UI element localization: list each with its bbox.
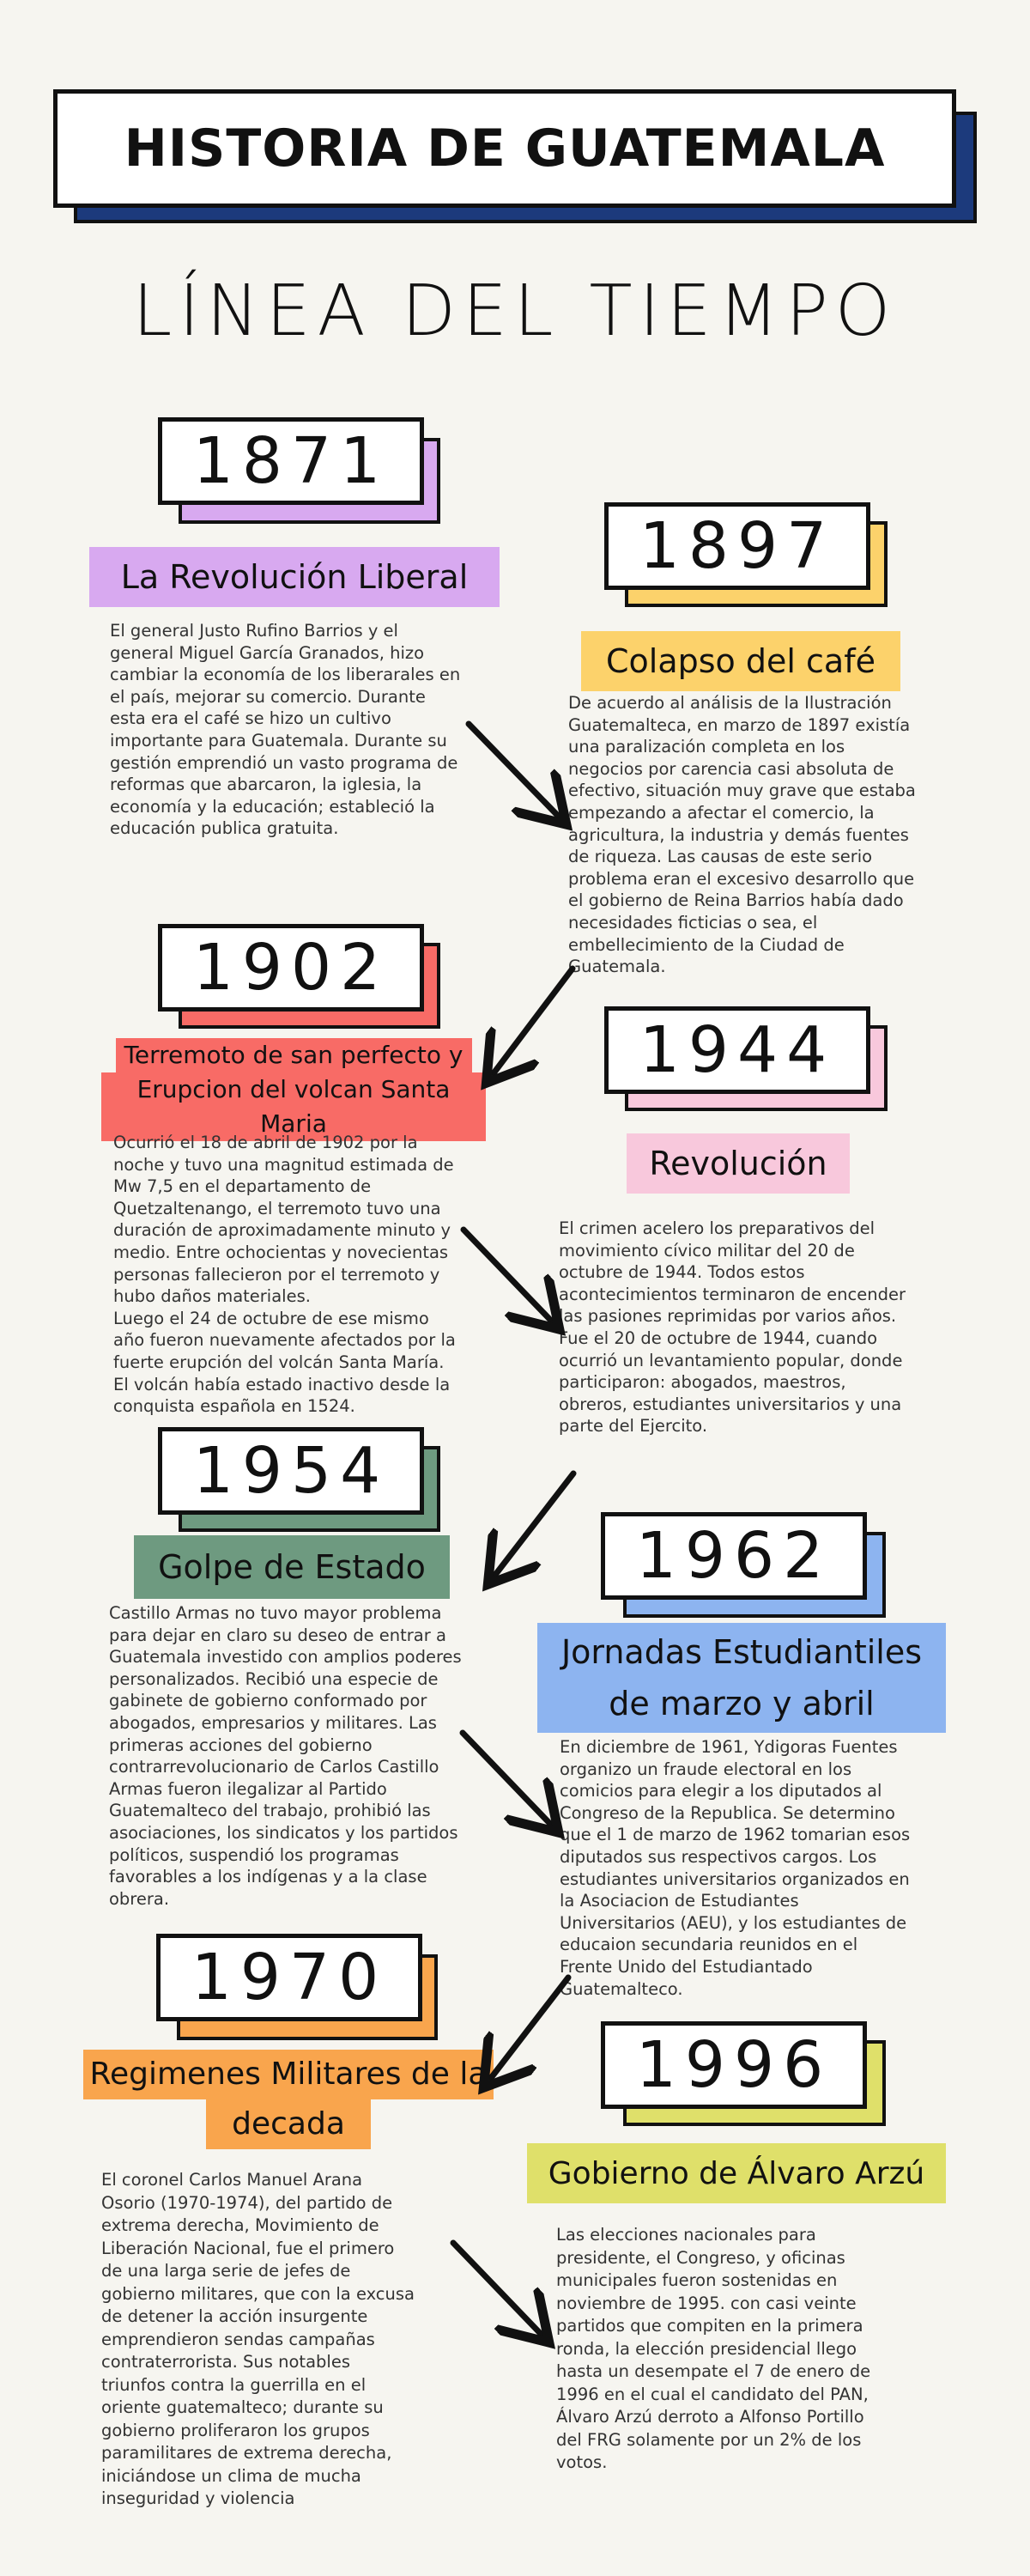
event-text-1871: El general Justo Rufino Barrios y el general Miguel García Granados, hizo cambiar la economía de los liberarales en el país, mejorar su comercio. Durante esta era el café se hizo un cultivo importante para Guatemala. Durante su gestión emprendió un vasto programa de reformas que abarcaron, la iglesia, la economía y la educación; estableció la educación publica gratuita. (110, 621, 461, 839)
year-1996: 1996 (601, 2021, 867, 2109)
event-title-1962-line2: de marzo y abril (609, 1685, 875, 1722)
event-title-1954: Golpe de Estado (134, 1535, 450, 1599)
event-text-1996: Las elecciones nacionales para presidente, el Congreso, y oficinas municipales fueron sostenidas en noviembre de 1995. con casi veinte partidos que compiten en la primera ronda, la elección presidencial llego hasta un desempate el 7 de enero de 1996 en el cual el candidato del PAN, Álvaro Arzú derroto a Alfonso Portillo del FRG solamente por un 2% de los votos. (556, 2225, 871, 2472)
event-title-1970-line2: decada (206, 2099, 371, 2149)
event-text-1902: Ocurrió el 18 de abril de 1902 por la noche y tuvo una magnitud estimada de Mw 7,5 en el departamento de Quetzaltenango, el terremoto tuvo una duración de aproximadamente minuto y medio. Entre ochocientas y novecientas personas fallecieron por el terremoto y hubo daños materiales. Luego el 24 de octubre de ese mismo año fueron nuevamente afectados por la fuerte erupción del volcán Santa María. El volcán había estado inactivo desde la conquista española en 1524. (113, 1133, 456, 1417)
page-subtitle: LÍNEA DEL TIEMPO (132, 270, 898, 352)
event-title-1871: La Revolución Liberal (89, 547, 500, 607)
event-title-1962-line1: Jornadas Estudiantiles (560, 1633, 923, 1671)
event-title-1944: Revolución (627, 1133, 850, 1194)
event-title-1902-line2: Erupcion del volcan Santa Maria (101, 1072, 486, 1141)
year-1962: 1962 (601, 1512, 867, 1600)
year-1970: 1970 (156, 1934, 422, 2021)
year-1902: 1902 (158, 924, 424, 1012)
event-title-1996: Gobierno de Álvaro Arzú (527, 2143, 946, 2203)
year-1897: 1897 (604, 502, 870, 590)
year-1944: 1944 (604, 1006, 870, 1094)
year-1871: 1871 (158, 417, 424, 505)
event-text-1897: De acuerdo al análisis de la Ilustración Guatemalteca, en marzo de 1897 existía una paralización completa en los negocios por carencia casi absoluta de efectivo, situación muy grave que estaba empezando a afectar el comercio, la agricultura, la industria y demás fuentes de riqueza. Las causas de este serio problema eran el excesivo desarrollo que el gobierno de Reina Barrios había dado necesidades ficticias o sea, el embellecimiento de la Ciudad de Guatemala. (568, 693, 916, 977)
event-title-1970-line1: Regimenes Militares de la (83, 2050, 494, 2099)
event-title-1897: Colapso del café (581, 631, 900, 691)
event-title-1902-line1: Terremoto de san perfecto y (116, 1038, 472, 1072)
event-text-1970: El coronel Carlos Manuel Arana Osorio (1970-1974), del partido de extrema derecha, Movimiento de Liberación Nacional, fue el primero de una larga serie de jefes de gobierno militares, que con la excusa de detener la acción insurgente emprendieron sendas campañas contraterrorista. Sus notables triunfos contra la guerrilla en el oriente guatemalteco; durante su gobierno proliferaron los grupos paramilitares de extrema derecha, iniciándose un clima de mucha inseguridad y violencia (101, 2170, 415, 2508)
page-title: HISTORIA DE GUATEMALA (124, 118, 886, 179)
event-text-1944: El crimen acelero los preparativos del movimiento cívico militar del 20 de octubre de 1944. Todos estos acontecimientos terminaron de encender las pasiones reprimidas por varios años. Fue el 20 de octubre de 1944, cuando ocurrió un levantamiento popular, donde participaron: abogados, maestros, obreros, estudiantes universitarios y una parte del Ejercito. (559, 1218, 906, 1437)
event-text-1962: En diciembre de 1961, Ydigoras Fuentes organizo un fraude electoral en los comicios para elegir a los diputados al Congreso de la Republica. Se determino que el 1 de marzo de 1962 tomarian esos diputados sus respectivos cargos. Los estudiantes universitarios organizados en la Asociacion de Estudiantes Universitarios (AEU), y los estudiantes de educaion secundaria reunidos en el Frente Unido del Estudiantado Guatemalteco. (560, 1737, 911, 1999)
event-text-1954: Castillo Armas no tuvo mayor problema para dejar en claro su deseo de entrar a Guatemala investido con amplios poderes personalizados. Recibió una especie de gabinete de gobierno conformado por abogados, empresarios y militares. Las primeras acciones del gobierno contrarrevolucionario de Carlos Castillo Armas fueron ilegalizar al Partido Guatemalteco del trabajo, prohibió las asociaciones, los sindicatos y los partidos políticos, suspendió los programas favorables a los indígenas y a la clase obrera. (109, 1603, 462, 1909)
year-1954: 1954 (158, 1427, 424, 1515)
